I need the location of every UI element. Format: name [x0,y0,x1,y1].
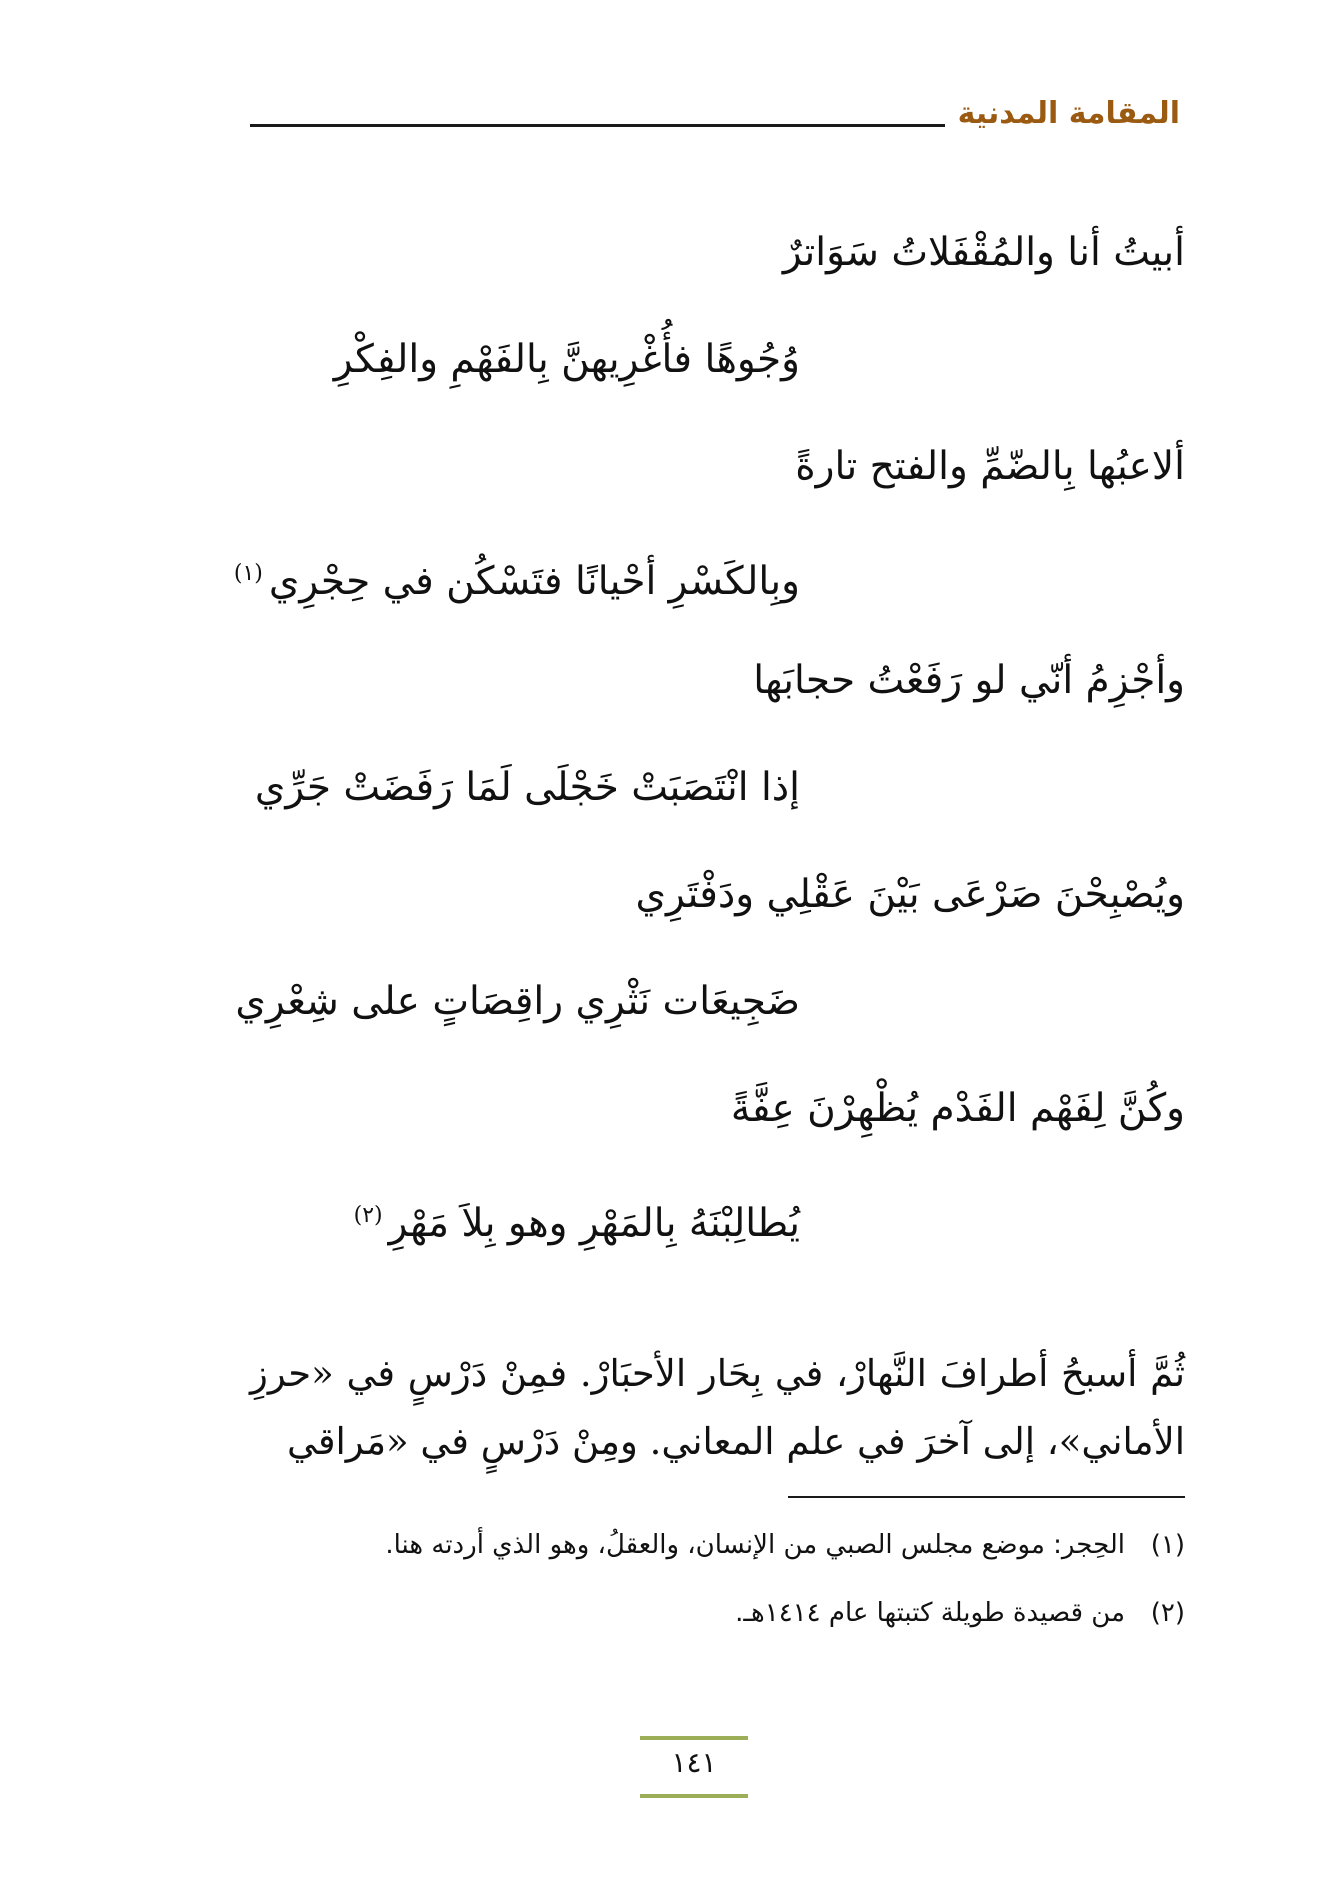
hemistich-text: يُطالِبْنَهُ بِالمَهْرِ وهو بِلاَ مَهْرِ [388,1201,800,1246]
header-title: المقامة المدنية [957,96,1180,131]
hemistich-text: وبِالكَسْرِ أحْيانًا فتَسْكُن في حِجْرِي [268,559,800,604]
running-header [250,96,1180,136]
footnotes [250,1520,1185,1656]
hemistich-text-wrap [255,760,800,816]
page-number-bottom-rule [640,1794,748,1798]
hemistich-text-wrap [354,1188,800,1252]
prose-text: ثُمَّ أسبحُ أطرافَ النَّهارْ، في بِحَار الأحبَارْ. فمِنْ دَرْسٍ في «حرزِ الأماني»، إلى آخرَ في علم المعاني. ومِنْ دَرْسٍ في «مَراقي [250,1352,1185,1463]
footnote-item [250,1520,1185,1570]
poem-hemistich [250,1081,1185,1188]
footnote-marker-2[interactable]: (٢) [353,1203,383,1228]
hemistich-text: أبيتُ أنا والمُقْفَلاتُ سَوَاترٌ [782,230,1185,275]
hemistich-text: ويُصْبِحْنَ صَرْعَى بَيْنَ عَقْلِي ودَفْتَرِي [635,872,1185,917]
poem-hemistich [250,225,1185,332]
poem-hemistich [250,760,1185,867]
hemistich-text: وكُنَّ لِفَهْم الفَدْم يُظْهِرْنَ عِفَّةً [730,1086,1185,1131]
poem-hemistich [250,439,1185,546]
poem-hemistich [233,546,1185,653]
footnote-separator [788,1496,1185,1498]
hemistich-text: ضَجِيعَات نَثْرِي راقِصَاتٍ على شِعْرِي [235,979,800,1024]
poem-hemistich [235,974,1185,1081]
hemistich-text: وُجُوهًا فأُغْرِيهنَّ بِالفَهْمِ والفِكْرِ [333,337,800,382]
header-rule [250,124,945,127]
poem [233,225,1185,1295]
page-number-block [640,1736,748,1798]
poem-hemistich [250,653,1185,760]
footnote-number: (١) [1150,1530,1185,1560]
hemistich-text-wrap [334,332,800,388]
footnote-number: (٢) [1150,1598,1185,1628]
page-number: ١٤١ [671,1746,717,1779]
poem-hemistich [250,867,1185,974]
hemistich-text: إذا انْتَصَبَتْ خَجْلَى لَمَا رَفَضَتْ جَرِّي [254,765,800,810]
poem-hemistich [250,1188,1185,1295]
hemistich-text: وأجْزِمُ أنّي لو رَفَعْتُ حجابَها [753,658,1185,703]
footnote-marker-1[interactable]: (١) [233,561,263,586]
footnote-text: الحِجر: موضع مجلس الصبي من الإنسان، والعقلُ، وهو الذي أردته هنا. [385,1530,1125,1560]
footnote-item [250,1588,1185,1638]
footnote-text: من قصيدة طويلة كتبتها عام ١٤١٤هـ. [735,1598,1125,1628]
hemistich-text-wrap [235,974,800,1030]
poem-hemistich [250,332,1185,439]
hemistich-text: ألاعبُها بِالضّمِّ والفتح تارةً [795,444,1185,489]
prose-paragraph [250,1340,1185,1476]
hemistich-text-wrap [234,546,800,610]
page-number-top-rule [640,1736,748,1740]
